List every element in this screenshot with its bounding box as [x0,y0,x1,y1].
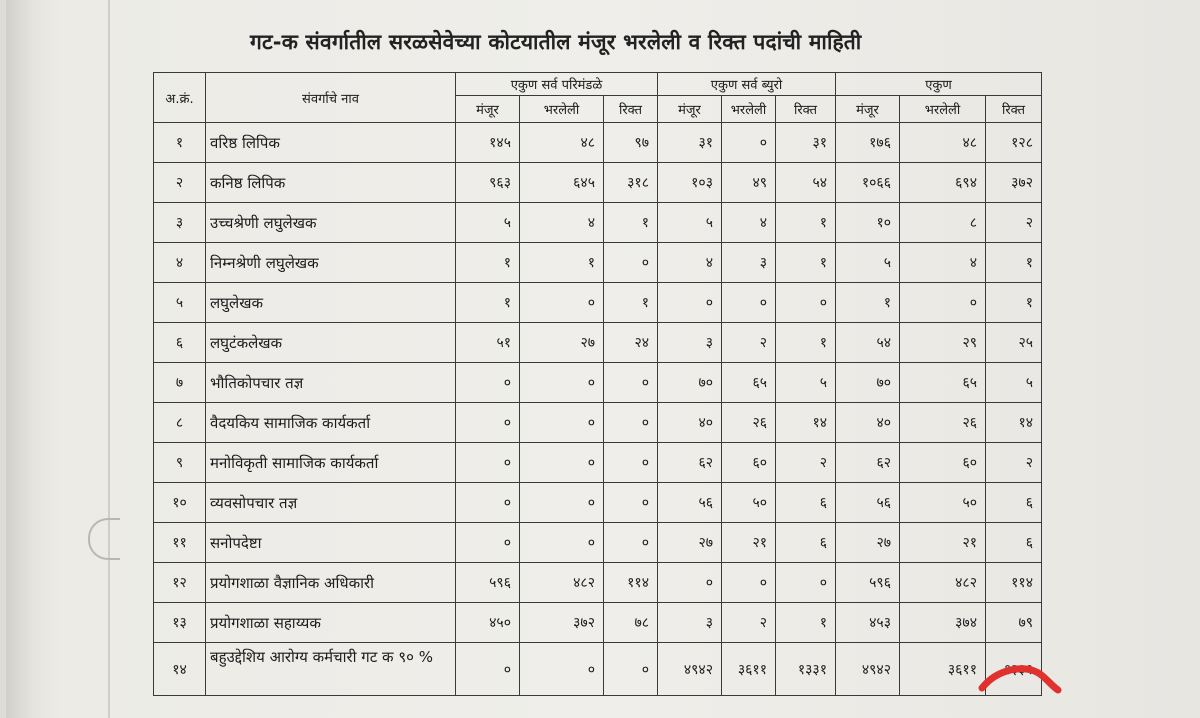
value-cell: २१ [900,523,986,563]
value-cell: ४९ [722,163,776,203]
value-cell: २ [986,443,1042,483]
sr-no-cell: १३ [154,603,206,643]
value-cell: २७ [520,323,604,363]
value-cell: ५४ [776,163,836,203]
sr-no-cell: ४ [154,243,206,283]
value-cell: ६२ [836,443,900,483]
value-cell: ६४५ [520,163,604,203]
header-vacant: रिक्त [986,96,1042,123]
value-cell: १ [776,203,836,243]
value-cell: ४ [900,243,986,283]
value-cell: ० [456,403,520,443]
value-cell: ३ [722,243,776,283]
value-cell: २५ [986,323,1042,363]
cadre-name-cell: लघुटंकलेखक [206,323,456,363]
cadre-name-cell: मनोविकृती सामाजिक कार्यकर्ता [206,443,456,483]
value-cell: ० [520,483,604,523]
value-cell: १०६६ [836,163,900,203]
value-cell: ० [722,283,776,323]
value-cell: २९ [900,323,986,363]
value-cell: १ [986,243,1042,283]
cadre-name-cell: प्रयोगशाळा वैज्ञानिक अधिकारी [206,563,456,603]
value-cell: ३७२ [986,163,1042,203]
header-group-total: एकुण [836,73,1042,96]
table-row [154,563,1042,603]
cadre-name-cell: व्यवसोपचार तज्ञ [206,483,456,523]
sr-no-cell: ९ [154,443,206,483]
value-cell: १३३१ [776,643,836,696]
value-cell: ० [604,483,658,523]
sr-no-cell: ३ [154,203,206,243]
vacancy-table [153,72,1042,696]
value-cell: ४८२ [900,563,986,603]
value-cell: २७ [836,523,900,563]
value-cell: ४९४२ [658,643,722,696]
table-row [154,523,1042,563]
value-cell: २६ [722,403,776,443]
value-cell: १ [776,243,836,283]
value-cell: १ [604,283,658,323]
red-highlight-mark [978,662,1068,702]
header-group-bureau: एकुण सर्व ब्युरो [658,73,836,96]
value-cell: ० [520,283,604,323]
value-cell: ४ [722,203,776,243]
cadre-name-cell: भौतिकोपचार तज्ञ [206,363,456,403]
sr-no-cell: १ [154,123,206,163]
header-sanctioned: मंजूर [456,96,520,123]
table-row [154,603,1042,643]
value-cell: ६५ [900,363,986,403]
value-cell: १२८ [986,123,1042,163]
value-cell: ० [456,443,520,483]
value-cell: १ [776,323,836,363]
value-cell: ० [604,643,658,696]
value-cell: ३७४ [900,603,986,643]
document-title: गट-क संवर्गातील सरळसेवेच्या कोटयातील मंजूर भरलेली व रिक्त पदांची माहिती [250,30,862,54]
header-vacant: रिक्त [776,96,836,123]
value-cell: ४० [658,403,722,443]
value-cell: १४ [986,403,1042,443]
sr-no-cell: ७ [154,363,206,403]
value-cell: ० [520,443,604,483]
cadre-name-cell: कनिष्ठ लिपिक [206,163,456,203]
value-cell: ३६११ [722,643,776,696]
cadre-name-cell: सनोपदेष्टा [206,523,456,563]
sr-no-cell: ५ [154,283,206,323]
header-vacant: रिक्त [604,96,658,123]
cadre-name-cell: उच्चश्रेणी लघुलेखक [206,203,456,243]
cadre-name-cell: लघुलेखक [206,283,456,323]
table-row [154,643,1042,696]
value-cell: २ [986,203,1042,243]
binder-hole [88,518,120,560]
header-filled: भरलेली [520,96,604,123]
value-cell: ३१८ [604,163,658,203]
value-cell: २ [722,323,776,363]
value-cell: ११४ [986,563,1042,603]
value-cell: ० [776,563,836,603]
value-cell: ५ [776,363,836,403]
value-cell: २६ [900,403,986,443]
sr-no-cell: १२ [154,563,206,603]
value-cell: १३३१ [986,643,1042,696]
table-row [154,203,1042,243]
value-cell: ५ [456,203,520,243]
value-cell: ४५० [456,603,520,643]
cadre-name-cell: प्रयोगशाळा सहाय्यक [206,603,456,643]
value-cell: १७६ [836,123,900,163]
value-cell: ० [520,403,604,443]
table-row [154,243,1042,283]
value-cell: ० [658,283,722,323]
value-cell: ० [456,363,520,403]
value-cell: ५९६ [456,563,520,603]
value-cell: ६० [900,443,986,483]
value-cell: ४८ [520,123,604,163]
value-cell: ६२ [658,443,722,483]
value-cell: ० [658,563,722,603]
value-cell: ४५३ [836,603,900,643]
value-cell: ४ [520,203,604,243]
value-cell: ५ [658,203,722,243]
value-cell: ० [604,243,658,283]
value-cell: १४ [776,403,836,443]
table-row [154,443,1042,483]
table-row [154,323,1042,363]
value-cell: ७० [836,363,900,403]
value-cell: ० [900,283,986,323]
header-sanctioned: मंजूर [658,96,722,123]
sr-no-cell: ८ [154,403,206,443]
value-cell: २७ [658,523,722,563]
cadre-name-cell: वरिष्ठ लिपिक [206,123,456,163]
value-cell: ५ [836,243,900,283]
value-cell: २१ [722,523,776,563]
sr-no-cell: ११ [154,523,206,563]
value-cell: ० [520,363,604,403]
value-cell: ७८ [604,603,658,643]
table-row [154,123,1042,163]
value-cell: ५१ [456,323,520,363]
value-cell: ८ [900,203,986,243]
value-cell: ० [722,123,776,163]
value-cell: ५९६ [836,563,900,603]
value-cell: २ [776,443,836,483]
value-cell: ६९४ [900,163,986,203]
value-cell: ५६ [658,483,722,523]
value-cell: ६५ [722,363,776,403]
value-cell: ३१ [658,123,722,163]
value-cell: २ [722,603,776,643]
value-cell: ३७२ [520,603,604,643]
value-cell: ४९४२ [836,643,900,696]
value-cell: ० [604,363,658,403]
cadre-name-cell: वैदयकिय सामाजिक कार्यकर्ता [206,403,456,443]
value-cell: ९६३ [456,163,520,203]
value-cell: ३ [658,323,722,363]
value-cell: १ [520,243,604,283]
value-cell: २४ [604,323,658,363]
header-group-row [154,73,1042,96]
value-cell: १ [836,283,900,323]
page-edge-shadow [6,0,34,718]
value-cell: ० [520,643,604,696]
value-cell: ० [456,643,520,696]
value-cell: ३६११ [900,643,986,696]
value-cell: १ [776,603,836,643]
value-cell: ११४ [604,563,658,603]
value-cell: ० [456,523,520,563]
red-highlight-stroke [982,669,1058,690]
sr-no-cell: ६ [154,323,206,363]
value-cell: ६ [986,483,1042,523]
header-group-circles: एकुण सर्व परिमंडळे [456,73,658,96]
value-cell: ० [520,523,604,563]
header-sanctioned: मंजूर [836,96,900,123]
value-cell: ० [604,443,658,483]
table-row [154,403,1042,443]
value-cell: ६० [722,443,776,483]
value-cell: १ [456,283,520,323]
value-cell: ४८२ [520,563,604,603]
header-filled: भरलेली [900,96,986,123]
value-cell: ० [456,483,520,523]
value-cell: ५ [986,363,1042,403]
value-cell: ० [604,523,658,563]
value-cell: ३ [658,603,722,643]
value-cell: १० [836,203,900,243]
header-cadre-name: संवर्गाचे नाव [206,73,456,123]
header-sr-no: अ.क्रं. [154,73,206,123]
table-row [154,283,1042,323]
value-cell: ० [776,283,836,323]
value-cell: ५४ [836,323,900,363]
value-cell: ७० [658,363,722,403]
value-cell: ० [604,403,658,443]
value-cell: ५६ [836,483,900,523]
table-row [154,163,1042,203]
header-filled: भरलेली [722,96,776,123]
value-cell: ४० [836,403,900,443]
table-row [154,363,1042,403]
table-row [154,483,1042,523]
sr-no-cell: २ [154,163,206,203]
value-cell: ६ [776,483,836,523]
value-cell: १४५ [456,123,520,163]
value-cell: १ [986,283,1042,323]
value-cell: ४ [658,243,722,283]
value-cell: १ [456,243,520,283]
cadre-name-cell: बहुउद्देशिय आरोग्य कर्मचारी गट क ९० % [206,643,456,696]
value-cell: ० [722,563,776,603]
sr-no-cell: १० [154,483,206,523]
value-cell: ३१ [776,123,836,163]
value-cell: ५० [900,483,986,523]
value-cell: ६ [986,523,1042,563]
value-cell: ५० [722,483,776,523]
value-cell: ४८ [900,123,986,163]
value-cell: ९७ [604,123,658,163]
value-cell: १०३ [658,163,722,203]
value-cell: ७९ [986,603,1042,643]
page-fold-line [108,0,110,718]
sr-no-cell: १४ [154,643,206,696]
cadre-name-cell: निम्नश्रेणी लघुलेखक [206,243,456,283]
value-cell: ६ [776,523,836,563]
value-cell: १ [604,203,658,243]
